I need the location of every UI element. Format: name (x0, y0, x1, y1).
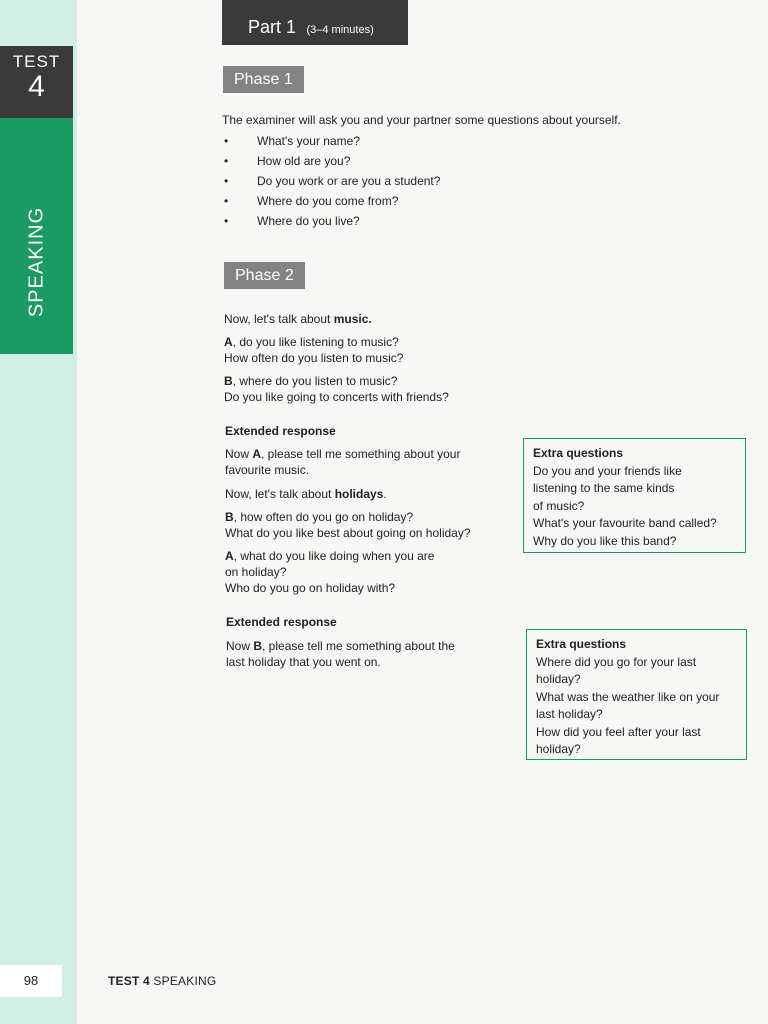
list-item (222, 193, 440, 213)
question-line: , do you like listening to music? (232, 335, 399, 349)
holiday-intro-text: Now, let's talk about (225, 487, 335, 501)
extra-question-line: What was the weather like on your (536, 689, 720, 704)
extra-question-line: Where did you go for your last (536, 654, 697, 669)
prompt-text: Now (226, 639, 254, 653)
a-music-question (224, 334, 403, 366)
question-text: How old are you? (257, 154, 351, 168)
question-text: Where do you live? (257, 214, 360, 228)
section-tab (0, 118, 73, 354)
candidate-b: B (225, 510, 234, 524)
question-line: How often do you listen to music? (224, 351, 404, 365)
extra-question-line: listening to the same kinds (533, 481, 675, 495)
question-text: What's your name? (257, 134, 361, 148)
holiday-intro (225, 486, 387, 502)
extra-question-line: Do you and your friends like (533, 463, 682, 478)
extra-question-line: What's your favourite band called? (533, 516, 717, 530)
page-number: 98 (0, 965, 62, 997)
part-duration: (3–4 minutes) (306, 24, 374, 36)
extended-response-heading: Extended response (225, 424, 336, 438)
list-item (222, 213, 440, 233)
extended-response-b (226, 638, 455, 670)
phase1-label: Phase 1 (223, 66, 304, 93)
question-line: Do you like going to concerts with friends? (224, 390, 449, 404)
list-item (222, 133, 440, 153)
extra-question-line: holiday? (536, 742, 581, 756)
extra-questions-title: Extra questions (536, 637, 627, 651)
question-line: , where do you listen to music? (232, 374, 398, 388)
candidate-a: A (225, 549, 234, 563)
candidate-a: A (224, 335, 233, 349)
bullet-icon: • (224, 174, 229, 188)
question-line: Who do you go on holiday with? (225, 581, 396, 595)
question-text: Do you work or are you a student? (257, 174, 441, 188)
prompt-text: favourite music. (225, 463, 310, 477)
a-holiday-question (225, 548, 434, 596)
question-line: on holiday? (225, 565, 287, 579)
extra-question-line: Why do you like this band? (533, 533, 677, 548)
holiday-topic: holidays (334, 487, 384, 501)
list-item (222, 153, 440, 173)
phase1-question-list (222, 133, 440, 233)
question-line: , what do you like doing when you are (233, 549, 435, 563)
running-footer (108, 974, 216, 988)
prompt-text: , please tell me something about the (262, 639, 455, 653)
extended-response-heading: Extended response (226, 615, 337, 629)
holiday-intro-end: . (383, 487, 387, 501)
music-topic: music. (333, 312, 372, 326)
extra-question-line: last holiday? (536, 707, 603, 721)
extra-question-line: How did you feel after your last (536, 724, 701, 739)
extra-questions-box-music (523, 438, 746, 553)
footer-test: TEST 4 (108, 974, 150, 988)
phase1-intro: The examiner will ask you and your partner some questions about yourself. (222, 113, 621, 127)
extra-question-line: of music? (533, 498, 585, 513)
candidate-b: B (224, 374, 233, 388)
music-intro (224, 311, 372, 327)
extended-response-a (225, 446, 460, 478)
music-intro-text: Now, let's talk about (224, 312, 334, 326)
b-holiday-question (225, 509, 471, 541)
question-text: Where do you come from? (257, 194, 399, 208)
candidate-a: A (252, 447, 262, 461)
candidate-b: B (253, 639, 263, 653)
list-item (222, 173, 440, 193)
test-tab (0, 46, 73, 118)
extra-questions-title: Extra questions (533, 446, 624, 460)
bullet-icon: • (224, 214, 229, 228)
prompt-text: , please tell me something about your (261, 447, 461, 461)
bullet-icon: • (224, 194, 229, 208)
prompt-text: last holiday that you went on. (226, 655, 381, 669)
footer-section: SPEAKING (149, 974, 217, 988)
part-header (222, 0, 408, 45)
phase2-label: Phase 2 (224, 262, 305, 289)
test-number: 4 (28, 70, 45, 103)
extra-question-line: holiday? (536, 672, 581, 686)
question-line: , how often do you go on holiday? (233, 510, 414, 524)
extra-questions-box-holiday (526, 629, 747, 760)
bullet-icon: • (224, 134, 229, 148)
b-music-question (224, 373, 449, 405)
bullet-icon: • (224, 154, 229, 168)
question-line: What do you like best about going on holiday? (225, 526, 471, 540)
prompt-text: Now (225, 447, 253, 461)
test-label: TEST (12, 52, 61, 71)
part-title: Part 1 (248, 17, 297, 37)
section-label: SPEAKING (25, 206, 47, 318)
